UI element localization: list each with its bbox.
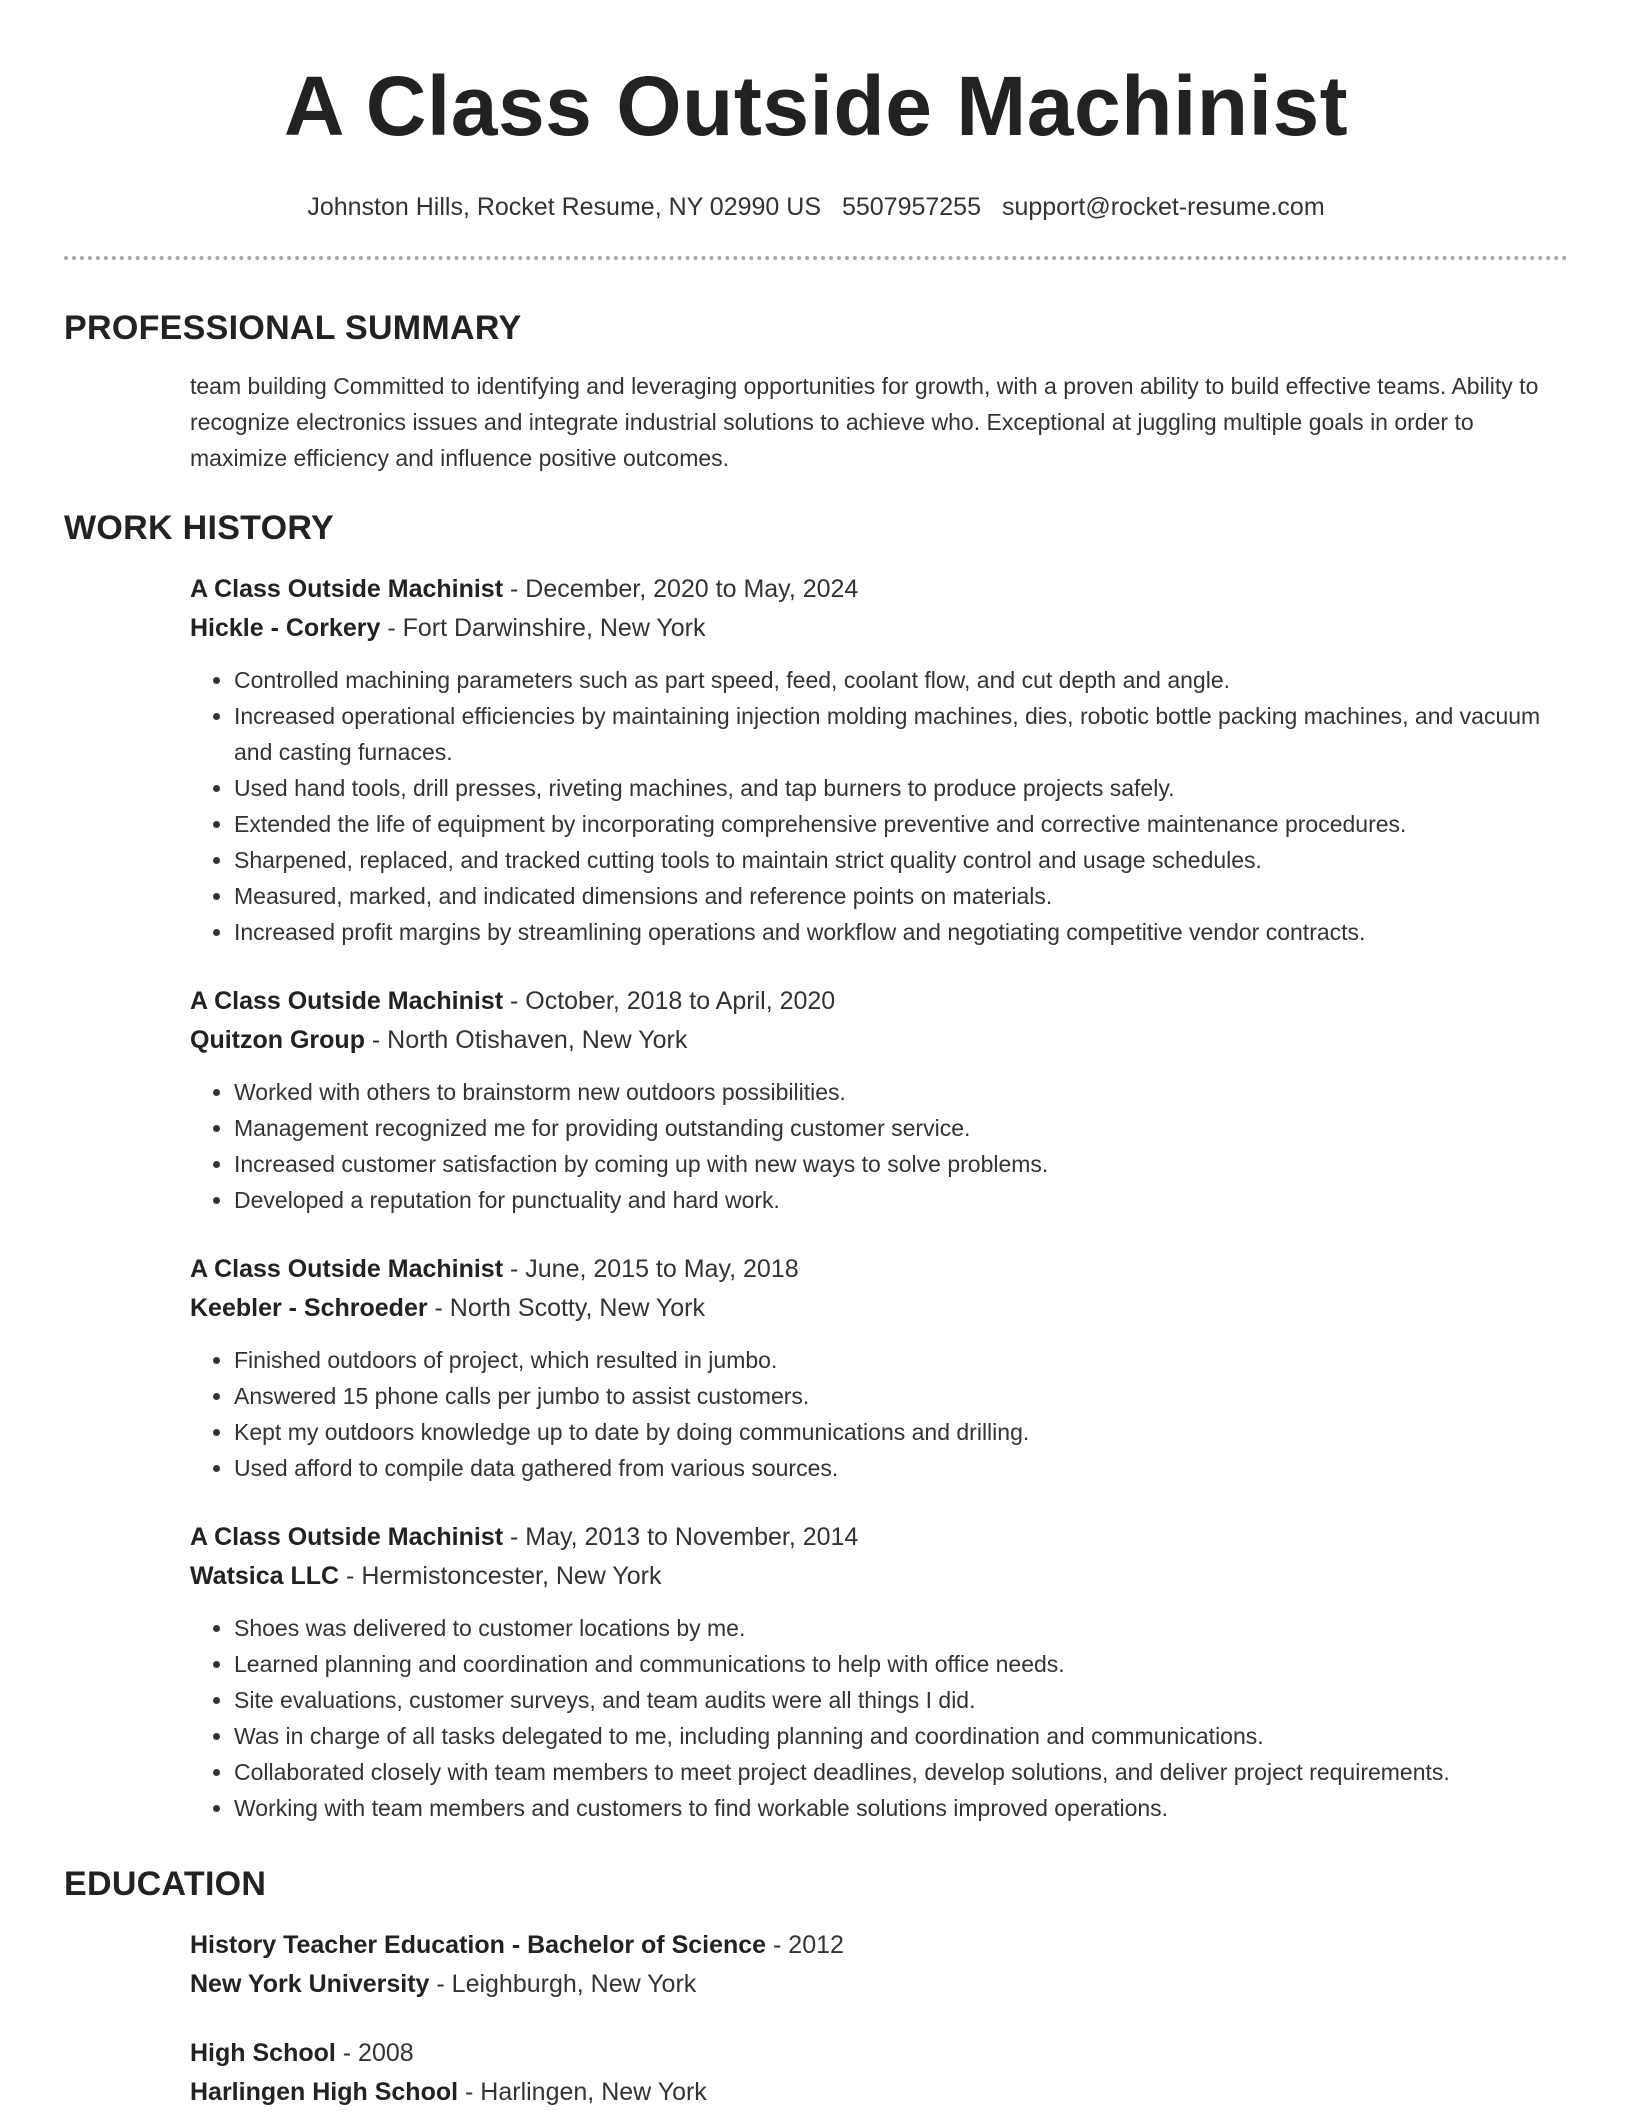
summary-section	[64, 306, 1568, 476]
job-bullet: • Extended the life of equipment by incorporating comprehensive preventive and corrective maintenance procedures.	[234, 806, 1568, 842]
candidate-name: A Class Outside Machinist	[283, 59, 1349, 153]
job-company: Watsica LLC	[190, 1562, 340, 1590]
job-title-line	[190, 982, 1568, 1021]
job-bullet: • Finished outdoors of project, which resulted in jumbo.	[234, 1342, 1568, 1378]
job-entry	[190, 982, 1568, 1218]
summary-text: team building Committed to identifying and leveraging opportunities for growth, with a proven ability to build effective teams. Ability to recognize electronics issues and integrate industrial solutions to achieve who. Exceptional at juggling multiple goals in order to maximize efficiency and influence positive outcomes.	[190, 373, 1539, 471]
job-position: A Class Outside Machinist	[190, 1523, 504, 1551]
education-degree: High School	[190, 2039, 336, 2067]
contact-phone: 5507957255	[841, 193, 981, 221]
job-bullet: • Increased operational efficiencies by maintaining injection molding machines, dies, robotic bottle packing machines, and vacuum and casting furnaces.	[234, 698, 1568, 770]
job-bullet-list	[190, 1610, 1568, 1826]
job-bullet: • Learned planning and coordination and communications to help with office needs.	[234, 1646, 1568, 1682]
job-title-line	[190, 570, 1568, 609]
job-entry	[190, 1250, 1568, 1486]
job-location: - North Otishaven, New York	[364, 1026, 688, 1054]
summary-title: PROFESSIONAL SUMMARY	[64, 309, 522, 347]
job-company: Quitzon Group	[190, 1026, 365, 1054]
job-dates: - June, 2015 to May, 2018	[503, 1255, 799, 1283]
work-history-title: WORK HISTORY	[64, 509, 334, 547]
job-bullet: • Collaborated closely with team members to meet project deadlines, develop solutions, and deliver project requirements.	[234, 1754, 1568, 1790]
contact-address: Johnston Hills, Rocket Resume, NY 02990 US	[307, 193, 821, 221]
work-history-section	[64, 506, 1568, 1826]
job-bullet: • Was in charge of all tasks delegated to me, including planning and coordination and communications.	[234, 1718, 1568, 1754]
education-title: EDUCATION	[64, 1865, 267, 1903]
job-bullet: • Developed a reputation for punctuality and hard work.	[234, 1182, 1568, 1218]
contact-email: support@rocket-resume.com	[1001, 193, 1325, 221]
job-bullet: • Management recognized me for providing outstanding customer service.	[234, 1110, 1568, 1146]
job-title-line	[190, 1518, 1568, 1557]
education-school-line	[190, 1965, 1568, 2004]
job-location: - North Scotty, New York	[427, 1294, 706, 1322]
job-bullet: • Used hand tools, drill presses, riveting machines, and tap burners to produce projects safely.	[234, 770, 1568, 806]
job-bullet: • Increased customer satisfaction by coming up with new ways to solve problems.	[234, 1146, 1568, 1182]
education-entry	[190, 1926, 1568, 2004]
job-entry	[190, 1518, 1568, 1826]
education-year: - 2008	[335, 2039, 414, 2067]
job-company: Keebler - Schroeder	[190, 1294, 428, 1322]
job-bullet-list	[190, 1074, 1568, 1218]
job-bullet: • Site evaluations, customer surveys, and team audits were all things I did.	[234, 1682, 1568, 1718]
education-location: - Harlingen, New York	[458, 2078, 707, 2106]
education-degree: History Teacher Education - Bachelor of Science	[190, 1931, 767, 1959]
job-entry	[190, 570, 1568, 950]
job-location: - Hermistoncester, New York	[339, 1562, 662, 1590]
job-bullet-list	[190, 1342, 1568, 1486]
education-location: - Leighburgh, New York	[429, 1970, 697, 1998]
job-company-line	[190, 1289, 1568, 1328]
job-bullet: • Answered 15 phone calls per jumbo to assist customers.	[234, 1378, 1568, 1414]
job-bullet: • Kept my outdoors knowledge up to date by doing communications and drilling.	[234, 1414, 1568, 1450]
job-company-line	[190, 1557, 1568, 1596]
job-dates: - October, 2018 to April, 2020	[503, 987, 836, 1015]
education-degree-line	[190, 2034, 1568, 2073]
job-position: A Class Outside Machinist	[190, 575, 504, 603]
education-school-line	[190, 2073, 1568, 2112]
education-entry	[190, 2034, 1568, 2112]
job-bullet: • Sharpened, replaced, and tracked cutting tools to maintain strict quality control and usage schedules.	[234, 842, 1568, 878]
job-bullet: • Worked with others to brainstorm new outdoors possibilities.	[234, 1074, 1568, 1110]
education-school: New York University	[190, 1970, 430, 1998]
job-company-line	[190, 609, 1568, 648]
resume-header	[64, 0, 1568, 224]
education-degree-line	[190, 1926, 1568, 1965]
job-bullet: • Used afford to compile data gathered from various sources.	[234, 1450, 1568, 1486]
education-section	[64, 1862, 1568, 2112]
job-position: A Class Outside Machinist	[190, 1255, 504, 1283]
job-company-line	[190, 1021, 1568, 1060]
job-bullet: • Controlled machining parameters such as part speed, feed, coolant flow, and cut depth and angle.	[234, 662, 1568, 698]
header-divider	[64, 256, 1568, 260]
education-school: Harlingen High School	[190, 2078, 459, 2106]
job-dates: - May, 2013 to November, 2014	[503, 1523, 859, 1551]
job-bullet: • Measured, marked, and indicated dimensions and reference points on materials.	[234, 878, 1568, 914]
job-dates: - December, 2020 to May, 2024	[503, 575, 859, 603]
education-year: - 2012	[766, 1931, 844, 1959]
job-company: Hickle - Corkery	[190, 614, 381, 642]
job-bullet: • Increased profit margins by streamlining operations and workflow and negotiating competitive vendor contracts.	[234, 914, 1568, 950]
job-bullet: • Shoes was delivered to customer locations by me.	[234, 1610, 1568, 1646]
job-bullet: • Working with team members and customers to find workable solutions improved operations.	[234, 1790, 1568, 1826]
contact-line	[64, 190, 1568, 224]
job-title-line	[190, 1250, 1568, 1289]
job-location: - Fort Darwinshire, New York	[380, 614, 706, 642]
job-bullet-list	[190, 662, 1568, 950]
job-position: A Class Outside Machinist	[190, 987, 504, 1015]
